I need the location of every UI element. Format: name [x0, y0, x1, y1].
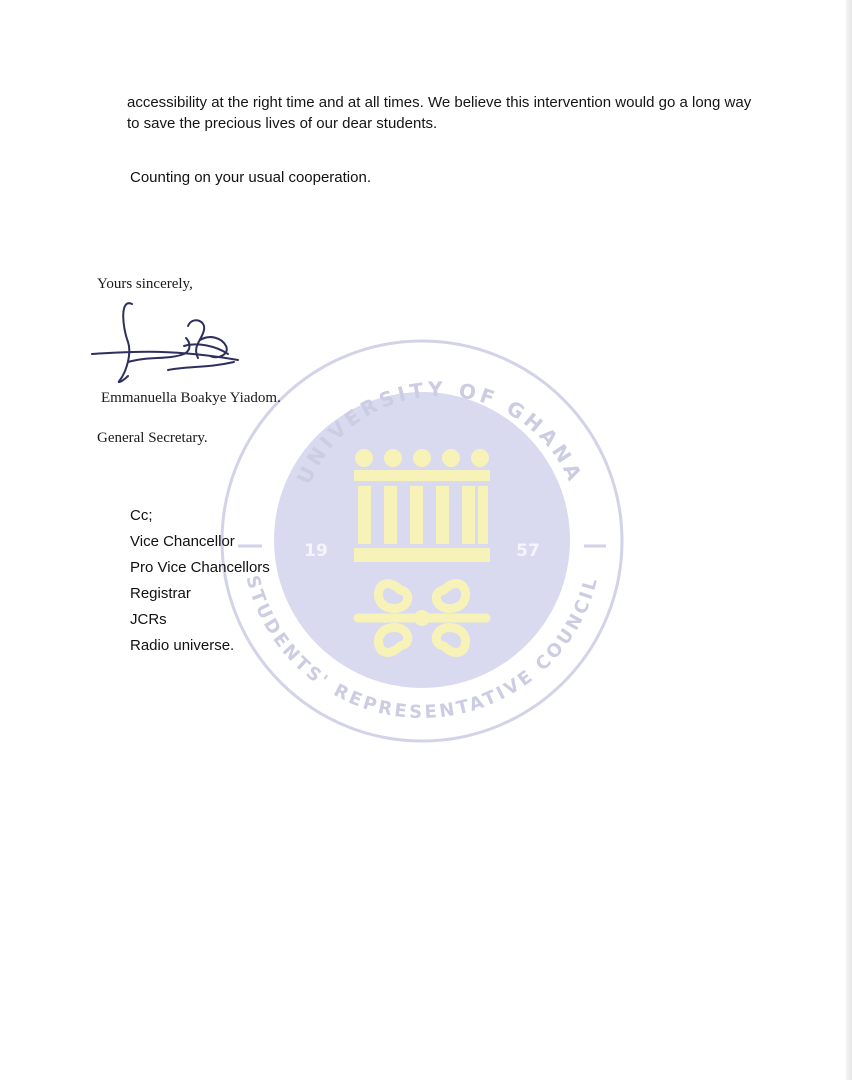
cc-recipient: Vice Chancellor	[130, 533, 235, 550]
cc-recipient: Pro Vice Chancellors	[130, 559, 270, 576]
cc-list	[130, 506, 270, 662]
signatory-title: General Secretary.	[97, 430, 208, 446]
seal-bottom-text: STUDENTS' REPRESENTATIVE COUNCIL	[241, 573, 603, 724]
cc-recipient: Registrar	[130, 585, 191, 602]
closing-line: Counting on your usual cooperation.	[130, 169, 371, 186]
seal-top-text: UNIVERSITY OF GHANA	[291, 376, 589, 488]
signatory-name: Emmanuella Boakye Yiadom.	[101, 390, 281, 406]
cc-heading: Cc;	[130, 507, 153, 524]
seal-year-left: 19	[304, 541, 328, 561]
seal-year-right: 57	[516, 541, 540, 561]
cc-recipient: Radio universe.	[130, 637, 235, 654]
page-edge-shadow	[846, 0, 852, 1080]
sign-off: Yours sincerely,	[97, 276, 193, 292]
handwritten-signature	[88, 296, 248, 388]
cc-recipient: JCRs	[130, 611, 167, 628]
body-paragraph: accessibility at the right time and at all times. We believe this intervention would go a long way to save the precious lives of our dear students.	[127, 94, 752, 132]
